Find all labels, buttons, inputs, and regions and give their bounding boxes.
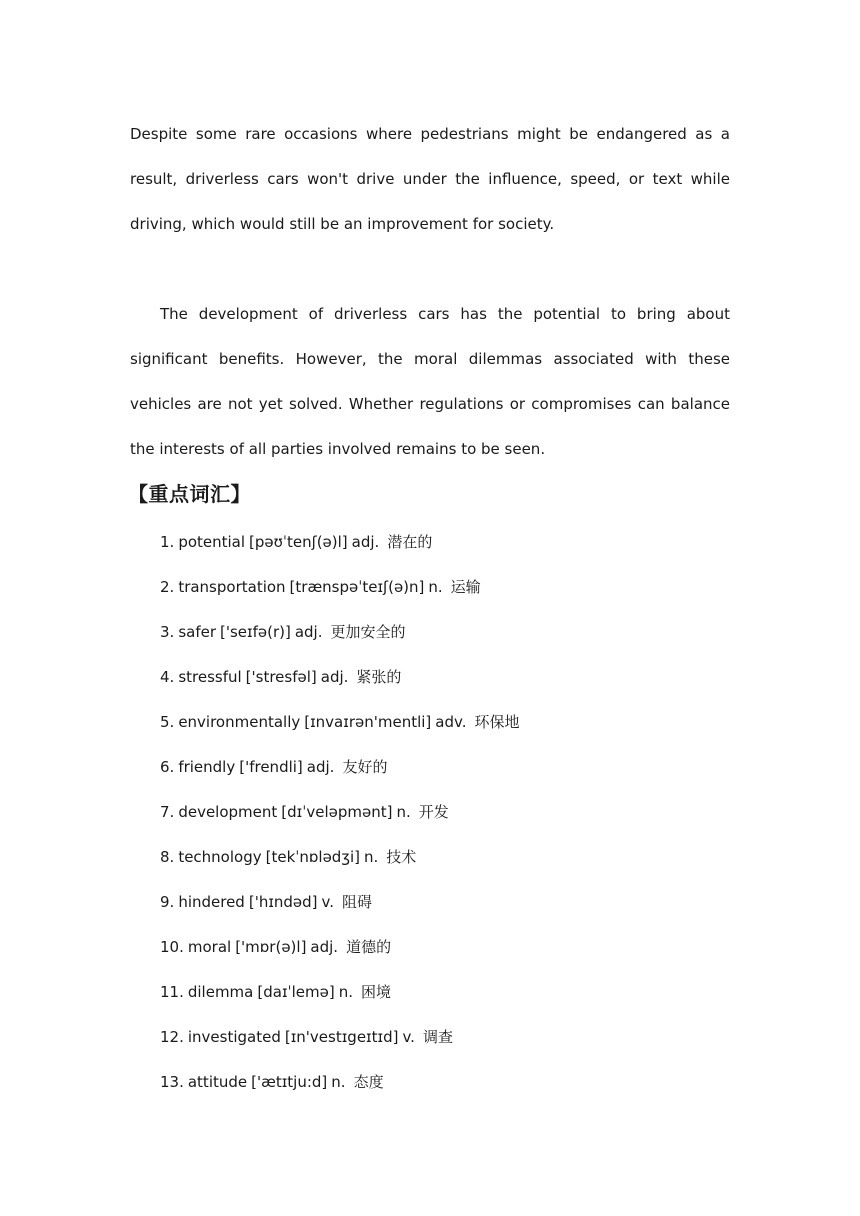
vocab-number: 1. xyxy=(160,533,175,551)
vocab-item xyxy=(160,970,730,1015)
vocab-item xyxy=(160,655,730,700)
vocab-number: 2. xyxy=(160,578,175,596)
vocab-phonetic: [ɪnvaɪrən'mentli] xyxy=(304,713,432,731)
paragraph-driverless-safety: Despite some rare occasions where pedestrians might be endangered as a result, driverless cars won't drive under the influence, speed, or text while driving, which would still be an improvement for society. xyxy=(130,125,730,233)
vocab-number: 8. xyxy=(160,848,175,866)
vocab-phonetic: ['frendli] xyxy=(239,758,303,776)
vocab-word: moral xyxy=(187,938,232,956)
vocab-word: development xyxy=(178,803,278,821)
vocab-meaning: 更加安全的 xyxy=(330,623,406,641)
paragraph-spacer xyxy=(130,247,730,292)
vocab-item xyxy=(160,1015,730,1060)
vocab-item xyxy=(160,565,730,610)
vocab-part-of-speech: n. xyxy=(331,1073,346,1091)
vocab-part-of-speech: adj. xyxy=(310,938,339,956)
vocab-meaning: 阻碍 xyxy=(342,893,373,911)
vocab-word: dilemma xyxy=(187,983,254,1001)
vocab-part-of-speech: adj. xyxy=(306,758,335,776)
vocab-item xyxy=(160,835,730,880)
vocab-phonetic: [ɪn'vestɪgeɪtɪd] xyxy=(284,1028,399,1046)
vocab-part-of-speech: adj. xyxy=(294,623,323,641)
vocab-number: 6. xyxy=(160,758,175,776)
vocab-phonetic: ['seɪfə(r)] xyxy=(220,623,291,641)
vocab-phonetic: [tekˈnɒlədʒi] xyxy=(265,848,361,866)
vocab-word: friendly xyxy=(178,758,236,776)
vocab-part-of-speech: adj. xyxy=(320,668,349,686)
vocab-meaning: 环保地 xyxy=(474,713,520,731)
vocab-item xyxy=(160,925,730,970)
vocab-meaning: 开发 xyxy=(418,803,449,821)
vocab-part-of-speech: n. xyxy=(364,848,379,866)
vocab-number: 7. xyxy=(160,803,175,821)
vocab-word: attitude xyxy=(187,1073,248,1091)
vocab-part-of-speech: n. xyxy=(428,578,443,596)
vocab-phonetic: ['stresfəl] xyxy=(245,668,317,686)
vocab-item xyxy=(160,790,730,835)
vocab-word: environmentally xyxy=(178,713,301,731)
vocab-meaning: 调查 xyxy=(422,1028,453,1046)
vocab-part-of-speech: n. xyxy=(338,983,354,1001)
vocab-part-of-speech: v. xyxy=(402,1028,415,1046)
vocab-phonetic: ['ætɪtju:d] xyxy=(251,1073,328,1091)
vocab-number: 5. xyxy=(160,713,175,731)
vocab-meaning: 运输 xyxy=(450,578,481,596)
vocab-item xyxy=(160,745,730,790)
vocab-part-of-speech: n. xyxy=(396,803,411,821)
vocab-heading: 【重点词汇】 xyxy=(128,482,251,506)
vocab-number: 9. xyxy=(160,893,175,911)
vocab-number: 11. xyxy=(160,983,184,1001)
vocab-word: potential xyxy=(178,533,246,551)
vocab-phonetic: [pəʊˈtenʃ(ə)l] xyxy=(249,533,348,551)
vocab-meaning: 态度 xyxy=(353,1073,384,1091)
vocab-meaning: 困境 xyxy=(361,983,392,1001)
vocab-word: transportation xyxy=(178,578,286,596)
vocab-item xyxy=(160,880,730,925)
vocab-word: safer xyxy=(178,623,216,641)
vocab-number: 13. xyxy=(160,1073,184,1091)
vocab-phonetic: [dɪˈveləpmənt] xyxy=(281,803,393,821)
document-page xyxy=(130,112,730,1105)
vocab-number: 3. xyxy=(160,623,175,641)
vocab-item xyxy=(160,700,730,745)
vocab-number: 12. xyxy=(160,1028,184,1046)
vocab-number: 10. xyxy=(160,938,184,956)
vocab-part-of-speech: adj. xyxy=(351,533,380,551)
vocab-word: hindered xyxy=(178,893,245,911)
vocab-item xyxy=(160,610,730,655)
vocab-meaning: 道德的 xyxy=(346,938,392,956)
vocab-meaning: 技术 xyxy=(386,848,417,866)
vocab-part-of-speech: adv. xyxy=(435,713,467,731)
vocab-phonetic: ['hɪndəd] xyxy=(248,893,318,911)
vocab-meaning: 潜在的 xyxy=(387,533,433,551)
vocab-word: stressful xyxy=(178,668,242,686)
vocab-part-of-speech: v. xyxy=(321,893,335,911)
vocab-item xyxy=(160,1060,730,1105)
vocab-number: 4. xyxy=(160,668,175,686)
vocab-word: investigated xyxy=(187,1028,281,1046)
vocab-word: technology xyxy=(178,848,262,866)
vocab-phonetic: ['mɒr(ə)l] xyxy=(235,938,307,956)
paragraph-conclusion: The development of driverless cars has the potential to bring about significant benefits. However, the moral dilemmas associated with these vehicles are not yet solved. Whether regulations or compromises can balance the interests of all parties involved remains to be seen. xyxy=(130,305,730,458)
vocab-item xyxy=(160,520,730,565)
vocab-list xyxy=(130,520,730,1105)
vocab-meaning: 紧张的 xyxy=(356,668,402,686)
vocab-meaning: 友好的 xyxy=(342,758,388,776)
vocab-phonetic: [trænspəˈteɪʃ(ə)n] xyxy=(289,578,425,596)
vocab-phonetic: [daɪˈlemə] xyxy=(257,983,335,1001)
